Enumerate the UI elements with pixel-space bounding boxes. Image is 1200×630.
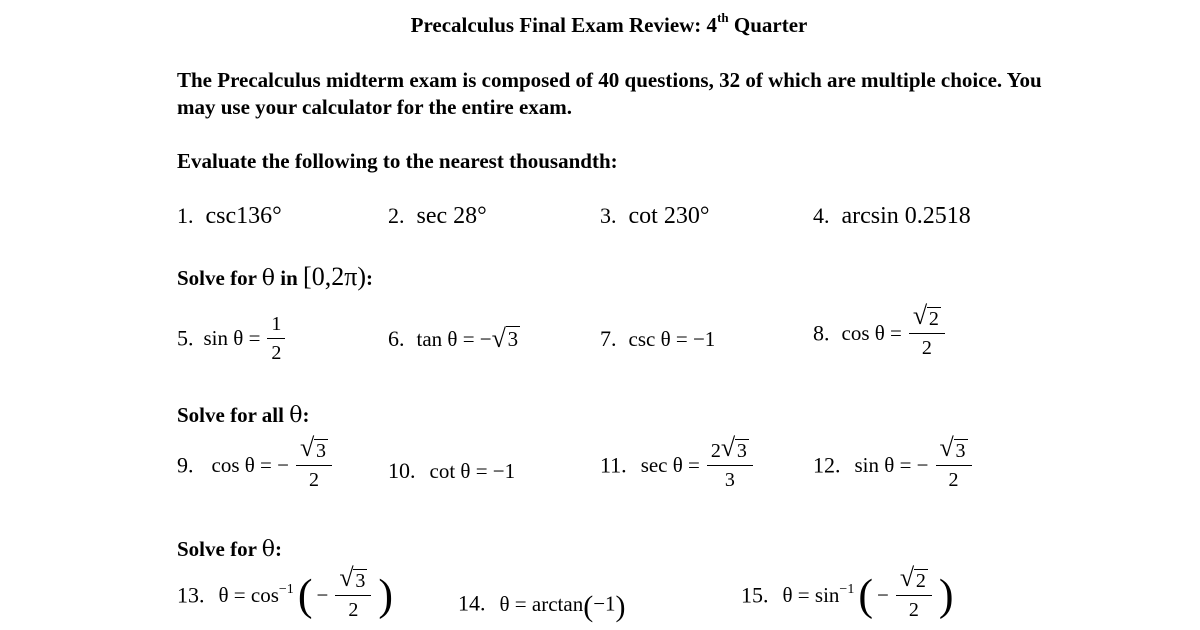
fraction: √ 3 2 (936, 437, 972, 494)
problem-11: 11. sec θ = 2 √ 3 3 (600, 437, 756, 494)
problem-15: 15. $\theta = \sin^{-1}$ ( − √ 2 2 ) (741, 567, 953, 624)
fraction: $\frac{1}{2}$ (267, 310, 285, 367)
problem-9: 9. cos θ = − √ 3 2 (177, 437, 335, 494)
title-text: Precalculus Final Exam Review: 4 (410, 13, 718, 37)
problem-6: 6. tan θ = − √ 3 (388, 324, 519, 353)
square-root: √ 3 (939, 433, 966, 462)
fraction: √ 3 2 (335, 567, 371, 624)
fraction: √ 2 2 (896, 567, 932, 624)
title-superscript: th (717, 10, 729, 25)
problem-1: 1. csc136° (177, 203, 282, 229)
problem-13: 13. $\theta = \cos^{-1}$ ( − √ 3 2 ) (177, 567, 393, 624)
square-root: √ 3 (491, 324, 519, 353)
problem-5: 5. sin θ = $\frac{1}{2}$ (177, 310, 288, 367)
fraction: 2 √ 3 3 (707, 437, 753, 494)
section2-heading: Solve for θ in [0,2π): (177, 262, 373, 291)
problem-3: 3. cot 230° (600, 203, 710, 229)
square-root: √ 2 (899, 563, 926, 592)
square-root: √ 3 (300, 433, 326, 462)
problem-10: 10. cot θ = −1 (388, 458, 516, 483)
problem-14: 14. θ = arctan(−1) (458, 590, 626, 623)
problem-4: 4. arcsin 0.2518 (813, 203, 971, 229)
section1-heading: Evaluate the following to the nearest thousandth: (177, 149, 618, 173)
problem-2: 2. sec 28° (388, 203, 487, 229)
square-root: √ 2 (912, 301, 939, 330)
section4-heading: Solve for θ: (177, 537, 283, 562)
fraction: √ 2 2 (909, 305, 945, 362)
problem-12: 12. sin θ = − √ 3 2 (813, 437, 975, 494)
square-root: √ 3 (720, 433, 747, 462)
page-title (0, 12, 1200, 38)
square-root: √ 3 (339, 563, 366, 592)
problem-8: 8. cos θ = √ 2 2 (813, 305, 948, 362)
section3-heading: Solve for all θ: (177, 403, 310, 428)
fraction: √ 3 2 (296, 437, 332, 494)
problem-7: 7. csc θ = −1 (600, 326, 716, 351)
title-suffix: Quarter (728, 13, 808, 37)
intro-paragraph: The Precalculus midterm exam is composed of 40 questions, 32 of which are multiple choice. You may use your calculator for the entire exam. (177, 68, 1042, 119)
